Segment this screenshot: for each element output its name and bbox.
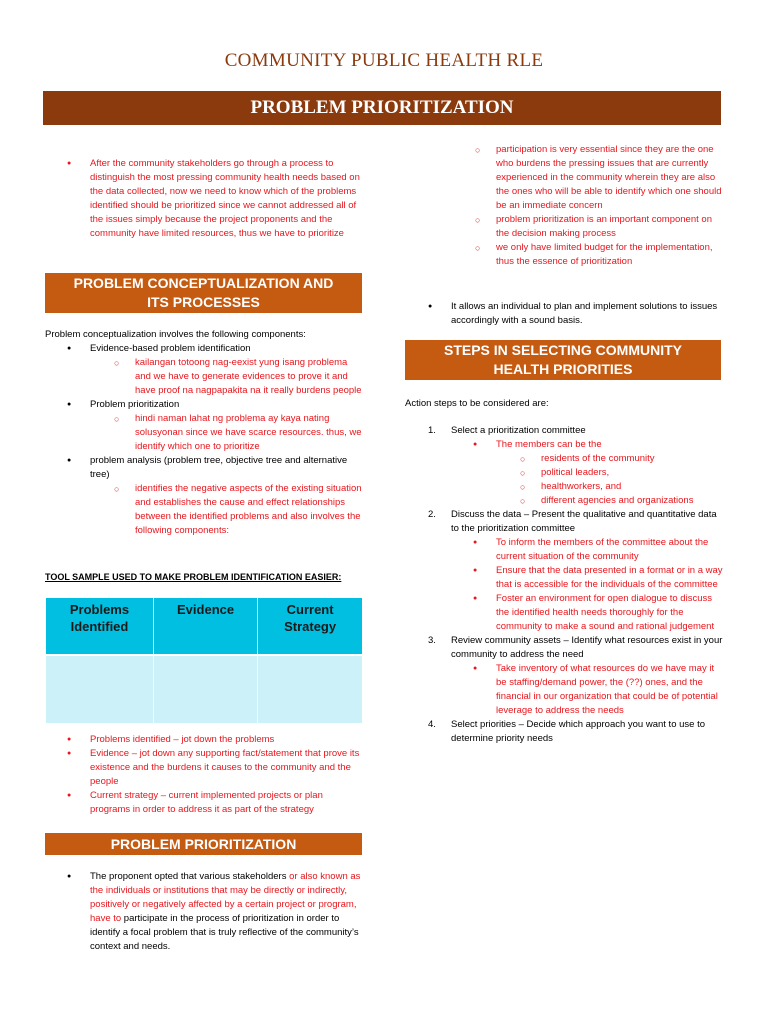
step-sub: ● To inform the members of the committee about the current situation of the community [496, 536, 726, 564]
step-sub: ● Foster an environment for open dialogue to discuss the identified health needs thoroughly for the community to make a sound and rational judgement [496, 592, 726, 634]
table-header-cell: Problems Identified [46, 598, 153, 655]
step-text: Discuss the data – Present the qualitative and quantitative data to the prioritization committee [451, 509, 717, 534]
tool-heading: TOOL SAMPLE USED TO MAKE PROBLEM IDENTIFICATION EASIER: [45, 572, 342, 582]
components-intro: Problem conceptualization involves the following components: [45, 329, 306, 340]
step-item [428, 634, 726, 718]
proponent-text-2: or also known as the individuals or institutions that may be directly or indirectly, positively or negatively affected by a certain project or program, have to [90, 871, 361, 924]
table-note: ● Evidence – jot down any supporting fact/statement that prove its existence and the burdens it causes to the community and the people [90, 747, 360, 789]
section-banner-prioritization: PROBLEM PRIORITIZATION [45, 833, 362, 855]
member-item: ○ political leaders, [541, 466, 726, 480]
proponent-text-3: participate in the process of prioritization in order to identify a focal problem that is truly reflective of the community’s context and needs. [90, 913, 359, 952]
step-number: 2. [428, 509, 436, 520]
proponent-text-1: The proponent opted that various stakeholders [90, 871, 290, 882]
step-item [428, 718, 726, 746]
member-item: ○ healthworkers, and [541, 480, 726, 494]
table-cell [258, 655, 362, 723]
proponent-list [90, 870, 362, 954]
step-text: Select priorities – Decide which approach you want to use to determine priority needs [451, 719, 705, 744]
document-title: COMMUNITY PUBLIC HEALTH RLE [224, 50, 544, 71]
table-notes-list [90, 733, 360, 817]
step-text: Select a prioritization committee [451, 425, 586, 436]
component-item [90, 398, 362, 454]
section-banner-steps [405, 340, 721, 380]
steps-list [428, 424, 726, 746]
component-label: Evidence-based problem identification [90, 343, 251, 354]
component-label: Problem prioritization [90, 399, 180, 410]
component-item [90, 454, 362, 538]
section-title-line1: STEPS IN SELECTING COMMUNITY [443, 342, 682, 358]
step-text: Review community assets – Identify what resources exist in your community to address the need [451, 635, 723, 660]
section-title-line2: ITS PROCESSES [147, 294, 260, 310]
step-number: 4. [428, 719, 436, 730]
table-note: ● Current strategy – current implemented projects or plan programs in order to address it as part of the strategy [90, 789, 360, 817]
table-note: ● Problems identified – jot down the problems [90, 733, 360, 747]
step-number: 1. [428, 425, 436, 436]
intro-list [90, 157, 362, 241]
intro-bullet: ● After the community stakeholders go through a process to distinguish the most pressing community health needs based on the data collected, now we need to know which of the problems identified should be prioritized since we cannot addressed all of the issues simply because the project proponents and the community have limited resources, thus we have to prioritize [90, 157, 362, 241]
participation-sub: ○ problem prioritization is an important component on the decision making process [496, 213, 724, 241]
step-sub: ● Take inventory of what resources do we have may it be staffing/demand power, the (??) ones, and the financial in our organization that could be of potential leverage to address the needs [496, 662, 726, 718]
section-banner-conceptualization [45, 273, 362, 313]
table-header-row [46, 598, 362, 655]
plan-bullet: ● It allows an individual to plan and implement solutions to issues accordingly with a sound basis. [451, 300, 726, 328]
table-row [46, 655, 362, 723]
step-sub-text: The members can be the [496, 439, 602, 450]
table-cell [153, 655, 257, 723]
step-number: 3. [428, 635, 436, 646]
table-header-cell: Evidence [153, 598, 257, 655]
action-intro: Action steps to be considered are: [405, 398, 549, 409]
member-item: ○ different agencies and organizations [541, 494, 726, 508]
plan-list [451, 300, 726, 328]
table-header-cell: Current Strategy [258, 598, 362, 655]
participation-sub: ○ participation is very essential since they are the one who burdens the pressing issues that are currently experienced in the community wherein they are also the ones who will be able to identify which one should be an immediate concern [496, 143, 724, 213]
component-sub: ○ identifies the negative aspects of the existing situation and establishes the cause and effect relationships between the identified problems and also involves the following components: [135, 482, 362, 538]
section-title-line1: PROBLEM CONCEPTUALIZATION AND [73, 275, 334, 291]
step-item [428, 508, 726, 634]
table-cell [46, 655, 153, 723]
member-item: ○ residents of the community [541, 452, 726, 466]
participation-sublist [496, 143, 724, 269]
proponent-bullet [90, 870, 362, 954]
section-title-line2: HEALTH PRIORITIES [493, 361, 633, 377]
step-item [428, 424, 726, 508]
component-sub: ○ hindi naman lahat ng problema ay kaya nating solusyonan since we have scarce resources. thus, we identify which one to prioritize [135, 412, 362, 454]
components-list [90, 342, 362, 538]
main-banner: PROBLEM PRIORITIZATION [43, 91, 721, 125]
step-sub [496, 438, 726, 508]
component-sub: ○ kailangan totoong nag-eexist yung isang problema and we have to generate evidences to prove it and have proof na nagpapakita na it really burdens people [135, 356, 362, 398]
step-sub: ● Ensure that the data presented in a format or in a way that is accessible for the individuals of the committee [496, 564, 726, 592]
component-item [90, 342, 362, 398]
problem-identification-table [46, 598, 362, 723]
participation-sub: ○ we only have limited budget for the implementation, thus the essence of prioritization [496, 241, 724, 269]
component-label: problem analysis (problem tree, objective tree and alternative tree) [90, 455, 348, 480]
